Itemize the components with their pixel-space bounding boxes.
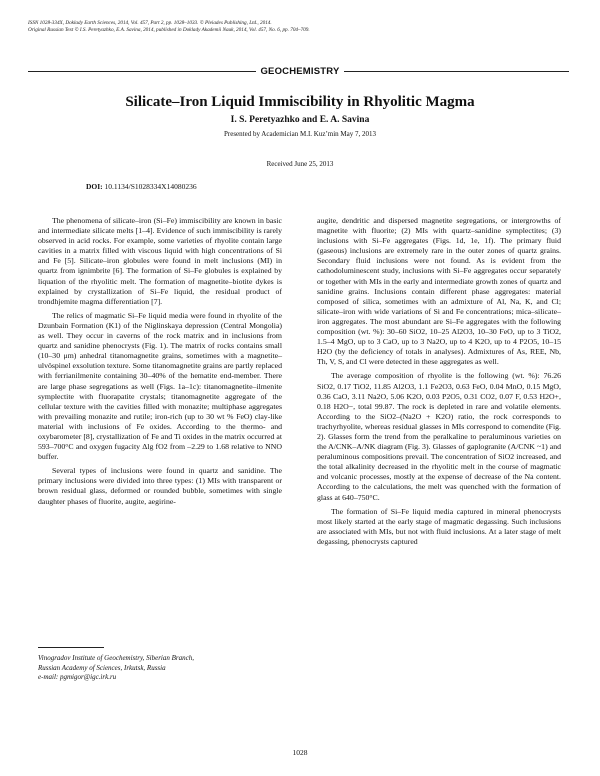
authors: I. S. Peretyazhko and E. A. Savina — [230, 115, 370, 125]
paragraph: The phenomena of silicate–iron (Si–Fe) immiscibility are known in basic and intermediate silicate melts [1–4]. Evidence of such immiscibility is rarely observed in acid rocks. For example, some varieties of rhyolite contain large cavities in a matrix filled with viscous liquid with high concentrations of Si and Fe [5]. Silicate–iron globules were found in melt inclusions (MI) in quartz from ignimbrite [6]. The formation of Si–Fe globules is explained by liquation of the rhyolitic melt. The formation of magnetite–biotite dykes is explained by crystallization of Si–Fe liquid, the residual product of trondhjemite magma differentiation [7]. — [38, 216, 282, 306]
paragraph: The formation of Si–Fe liquid media captured in mineral phenocrysts most likely started at the early stage of magmatic degassing. Such inclusions are associated with MIs, but not with fluid inclusions. At a later stage of melt degassing, phenocrysts captured — [317, 506, 561, 546]
page-number: 1028 — [292, 748, 308, 757]
doi-link[interactable]: 10.1134/S1028334X14080236 — [104, 182, 197, 191]
paragraph: The average composition of rhyolite is the following (wt. %): 76.26 SiO2, 0.17 TiO2, 11.85 Al2O3, 1.1 Fe2O3, 0.63 FeO, 0.04 MnO, 0.15 MgO, 0.36 CaO, 3.11 Na2O, 5.06 K2O, 0.03 P2O5, 0.31 CO2, 0.07 F, 0.53 H2O+, 0.18 H2O−, total 99.87. The rock is depleted in rare and volatile elements. According to the SiO2–(Na2O + K2O) ratio, the rock corresponds to trachyrhyolite, whereas residual glasses in MIs correspond to comendite (Fig. 2). Glasses form the trend from the peralkaline to peraluminous varieties on the A/CNK–A/NK diagram (Fig. 3). Glasses of gaplogranite (A/CNK ~1) and peraluminous compositions prevail. The concentration of SiO2 increased, and the total alkalinity decreased in the rhyolitic melt in the course of magmatic and volcanic processes, mostly at the expense of decrease of the Na content. According to the calculations, the melt was quenched with the formation of glass at 640–750°C. — [317, 371, 561, 502]
section-label: GEOCHEMISTRY — [0, 66, 600, 77]
journal-header — [28, 20, 568, 34]
header-line-1: ISSN 1028-334X, Doklady Earth Sciences, 2014, Vol. 457, Part 2, pp. 1028–1033. © Pleiades Publishing, Ltd., 2014. — [28, 20, 272, 26]
article-title: Silicate–Iron Liquid Immiscibility in Rhyolitic Magma — [125, 94, 475, 110]
paragraph: augite, dendritic and dispersed magnetite segregations, or intergrowths of magnetite with fluorite; (2) MIs with quartz–sanidine symplectites; (3) inclusions with Si–Fe aggregates (Figs. 1d, 1e, 1f). The primary fluid (gaseous) inclusions are extremely rare in the outer zones of quartz grains. Secondary fluid inclusions were not found. As is evident from the cathodoluminescent study, inclusions with Si–Fe aggregates occur separately or together with MIs in the early and intermediate growth zones of quartz and sanidine grains. Inclusions contain different phase aggregates: material composed of silica, sometimes with an admixture of Al, Na, K, and Cl; silicate–iron with wide variations of Si and Fe concentrations; mica–silicate–iron aggregates. The most abundant are Si–Fe aggregates with the following composition (wt. %): 30–60 SiO2, 10–25 Al2O3, 10–30 FeO, up to 3 TiO2, 1.5–4 MgO, up to 3 CaO, up to 3 Na2O, up to 4 K2O, up to 4 P2O5, 10–15 H2O (by the deficiency of totals in analyses). Admixtures of As, REE, Nb, Th, V, S, and Cl were detected in these aggregates as well. — [317, 216, 561, 367]
body-column-left — [38, 216, 282, 511]
email-link[interactable]: e-mail: pgmigor@igc.irk.ru — [38, 673, 117, 682]
body-column-right — [317, 216, 561, 551]
header-line-2: Original Russian Text © I.S. Peretyazhko, E.A. Savina, 2014, published in Doklady Akademii Nauk, 2014, Vol. 457, No. 6, pp. 704–709. — [28, 27, 310, 33]
affiliation-footnote — [38, 654, 282, 683]
affiliation-line: Russian Academy of Sciences, Irkutsk, Russia — [38, 663, 166, 672]
doi — [86, 182, 197, 191]
paragraph: Several types of inclusions were found in quartz and sanidine. The primary inclusions were divided into three types: (1) MIs with transparent or brown residual glass, deformed or rounded bubble, sometimes with single daughter phases of fluorite, augite, aegirine- — [38, 466, 282, 506]
footnote-rule — [38, 647, 104, 648]
affiliation-line: Vinogradov Institute of Geochemistry, Siberian Branch, — [38, 654, 194, 662]
doi-label: DOI: — [86, 182, 103, 191]
presented-by: Presented by Academician M.I. Kuz’min May 7, 2013 — [223, 130, 377, 138]
paragraph: The relics of magmatic Si–Fe liquid media were found in rhyolite of the Dzunbain Formation (K1) of the Niglinskaya depression (Central Mongolia) as well. They occur in caverns of the rock matrix and in inclusions from quartz and sanidine phenocrysts (Fig. 1). The matrix of rocks contains small (10–30 μm) anhedral titanomagnetite grains, sometimes with a magnetite–ulvöspinel exsolution texture. Some titanomagnetite grains are partly replaced with ferrianilmenite containing 30–40% of the hematite end-member. There are large phase segregations as well (Figs. 1a–1c): titanomagnetite–ilmenite symplectite with fluorapatite crystals; titanomagnetite aggregate of the cellular texture with the cavities filled with monazite; multiphase aggregates with prevailing monazite and rutile; iron-rich (up to 30 wt % FeO) clay-like material with inclusions of Fe oxides. According to the thermo- and oxybarometer [8], crystallization of Fe and Ti oxides in the matrix occurred at 593–700°C and oxygen fugacity Δlg fO2 from –2.29 to 1.68 relative to NNO buffer. — [38, 310, 282, 462]
received-date: Received June 25, 2013 — [266, 160, 334, 168]
